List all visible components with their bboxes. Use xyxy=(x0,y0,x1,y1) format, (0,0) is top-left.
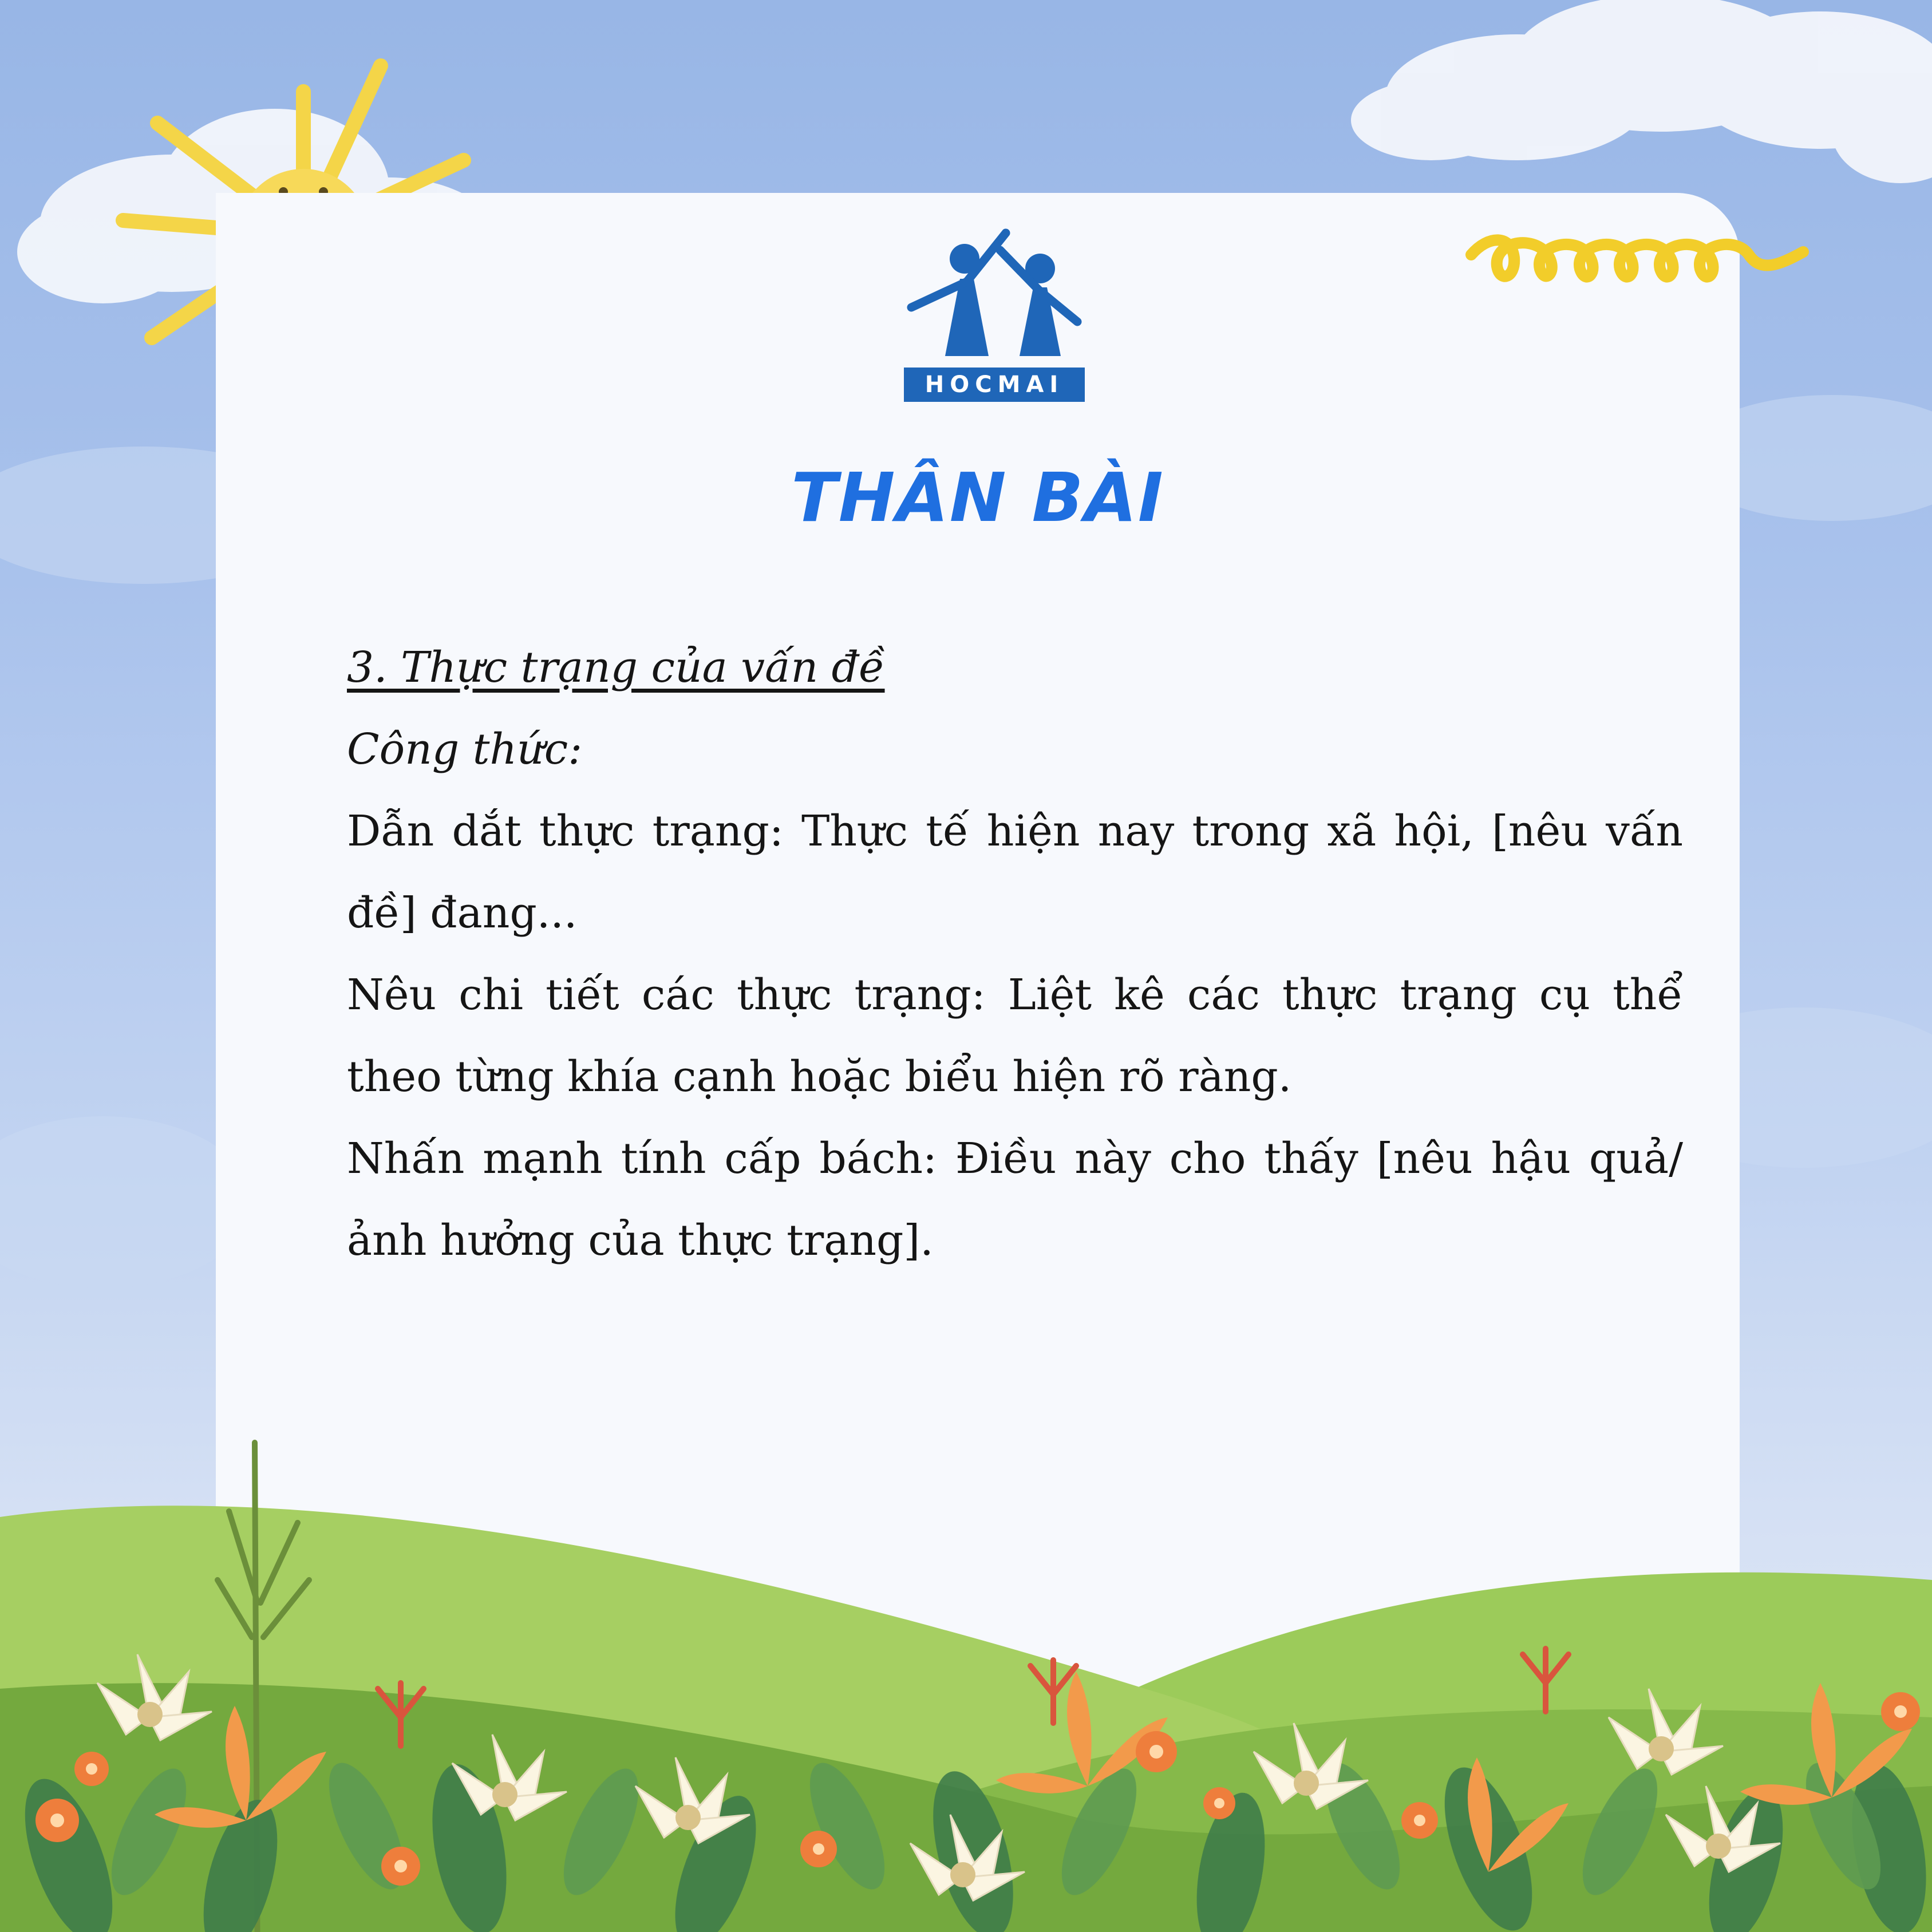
page-title: THÂN BÀI xyxy=(791,458,1164,537)
logo-text: HOCMAI xyxy=(924,372,1064,398)
paragraph-intro: Dẫn dắt thực trạng: Thực tế hiện nay trong xã hội, [nêu vấn đề] đang... xyxy=(347,807,1683,938)
hocmai-logo xyxy=(903,227,1086,405)
paragraph-urgency: Nhấn mạnh tính cấp bách: Điều này cho thấy [nêu hậu quả/ảnh hưởng của thực trạng]. xyxy=(347,1134,1683,1265)
section-heading: 3. Thực trạng của vấn đề xyxy=(347,643,885,692)
paragraph-details: Nêu chi tiết các thực trạng: Liệt kê các thực trạng cụ thể theo từng khía cạnh hoặc biểu hiện rõ ràng. xyxy=(347,970,1683,1101)
formula-label: Công thức: xyxy=(347,725,583,774)
content-body xyxy=(347,627,1683,1282)
cloud-icon xyxy=(1351,0,1932,183)
squiggle-icon xyxy=(1465,212,1809,303)
